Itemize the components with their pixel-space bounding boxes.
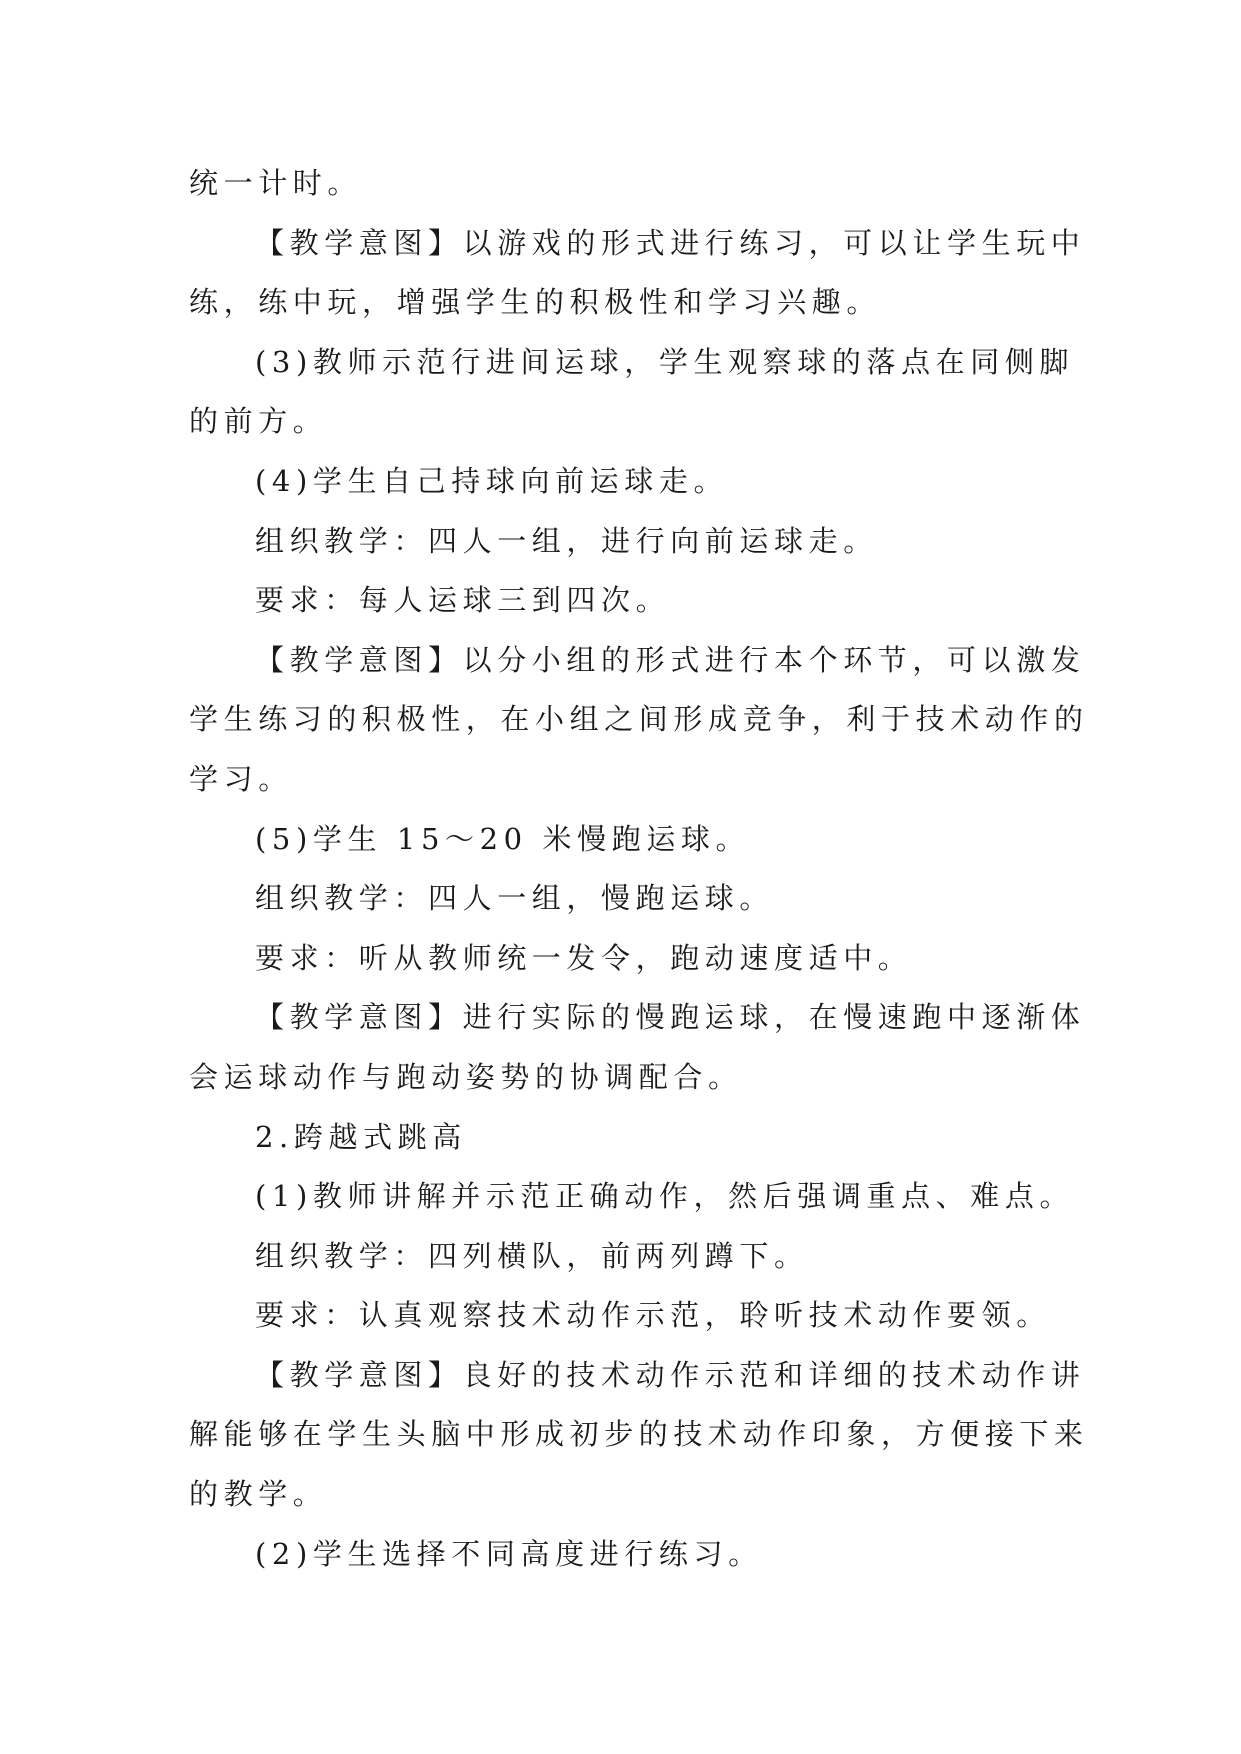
text-line: (2)学生选择不同高度进行练习。 — [255, 1536, 763, 1571]
text-line: 学习。 — [189, 761, 293, 796]
text-line: 组织教学：四列横队，前两列蹲下。 — [255, 1238, 809, 1273]
text-line: 学生练习的积极性，在小组之间形成竞争，利于技术动作的 — [189, 702, 1089, 737]
text-line: 会运球动作与跑动姿势的协调配合。 — [189, 1059, 743, 1094]
text-line: 【教学意图】进行实际的慢跑运球，在慢速跑中逐渐体 — [255, 1000, 1086, 1035]
text-line: 【教学意图】以分小组的形式进行本个环节，可以激发 — [255, 642, 1086, 677]
text-line: 组织教学：四人一组，进行向前运球走。 — [255, 523, 878, 558]
text-line: (1)教师讲解并示范正确动作，然后强调重点、难点。 — [255, 1179, 1075, 1214]
text-line: 【教学意图】良好的技术动作示范和详细的技术动作讲 — [255, 1357, 1086, 1392]
text-line: (5)学生 15～20 米慢跑运球。 — [255, 821, 751, 856]
text-line: (4)学生自己持球向前运球走。 — [255, 463, 729, 498]
text-line: 要求：每人运球三到四次。 — [255, 583, 671, 618]
text-line: 的前方。 — [189, 404, 328, 439]
body-text — [189, 154, 1089, 1584]
text-line: 的教学。 — [189, 1477, 328, 1512]
text-line: (3)教师示范行进间运球，学生观察球的落点在同侧脚 — [255, 344, 1075, 379]
text-line: 2.跨越式跳高 — [255, 1119, 467, 1154]
text-line: 要求：听从教师统一发令，跑动速度适中。 — [255, 940, 913, 975]
text-line: 解能够在学生头脑中形成初步的技术动作印象，方便接下来 — [189, 1417, 1089, 1452]
text-line: 要求：认真观察技术动作示范，聆听技术动作要领。 — [255, 1298, 1051, 1333]
text-line: 【教学意图】以游戏的形式进行练习，可以让学生玩中 — [255, 225, 1086, 260]
text-line: 练，练中玩，增强学生的积极性和学习兴趣。 — [189, 285, 882, 320]
text-line: 统一计时。 — [189, 166, 363, 200]
text-line: 组织教学：四人一组，慢跑运球。 — [255, 881, 775, 916]
